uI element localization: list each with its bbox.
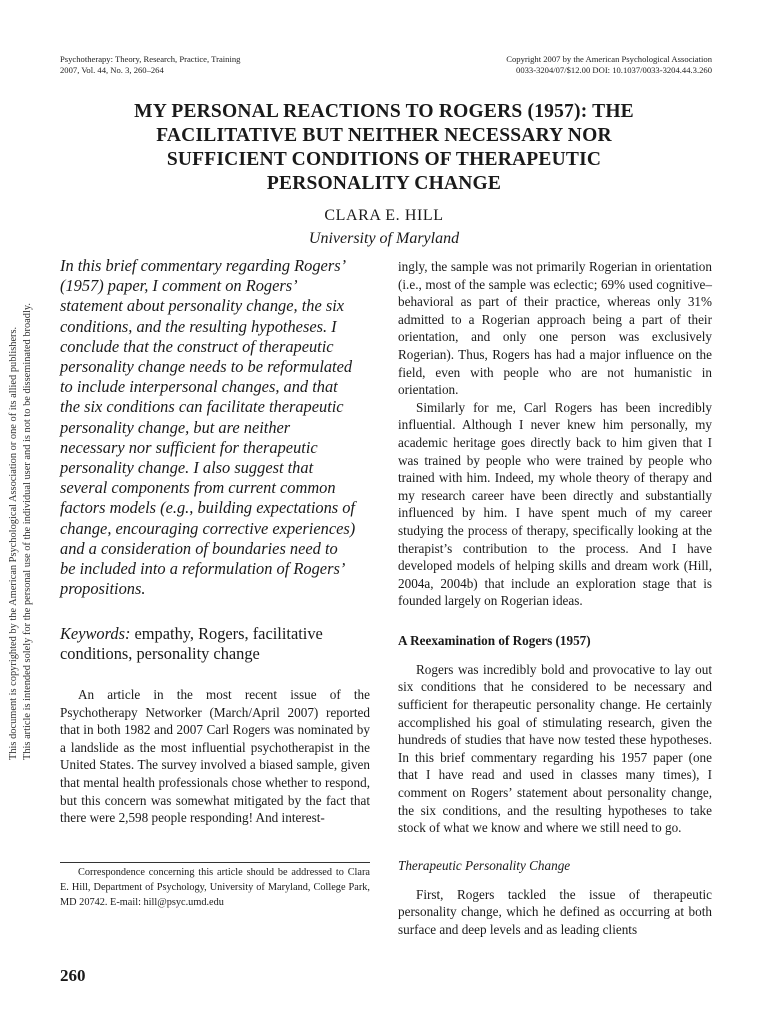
- body-paragraph: Rogers was incredibly bold and provocative to lay out six conditions that he considered to be necessary and sufficient for therapeutic personality change. He certainly accomplished his goal of stimulating research, given the hundreds of studies that have now tested these hypotheses. In this brief commentary regarding his 1957 paper (one that I have read and used in classes many times), I comment on Rogers’ statement about personality change, the six conditions, and the resulting hypotheses to take stock of what we know and where we still need to go.: [398, 661, 712, 836]
- footnote-rule: [60, 862, 370, 863]
- usage-side-notice: This article is intended solely for the personal use of the individual user and is not to be disseminated broadly.: [22, 303, 33, 760]
- abstract: In this brief commentary regarding Rogers’ (1957) paper, I comment on Rogers’ statement about personality change, the six conditions, and the resulting hypotheses. I conclude that the construct of therapeutic personality change needs to be reformulated to include interpersonal changes, and that the six conditions can facilitate therapeutic personality change, but are neither necessary nor sufficient for therapeutic personality change. I also suggest that several components from current common factors models (e.g., building expectations of change, encouraging corrective experiences) and a consideration of boundaries need to be included into a reformulation of Rogers’ propositions.: [60, 256, 356, 599]
- keywords-text: empathy, Rogers, facilitative conditions, personality change: [60, 624, 323, 664]
- copyright-line: Copyright 2007 by the American Psychological Association: [506, 54, 712, 64]
- intro-paragraph: An article in the most recent issue of the Psychotherapy Networker (March/April 2007) reported that in both 1982 and 2007 Carl Rogers was nominated by a landslide as the most influential psychotherapist in the United States. The survey involved a biased sample, given that mental health professionals chose whether to respond, but this concern was somewhat mitigated by the fact that there were 2,598 people responding! And interest-: [60, 687, 370, 826]
- keywords: [60, 624, 360, 664]
- subsection-heading: Therapeutic Personality Change: [398, 857, 571, 873]
- journal-volume: 2007, Vol. 44, No. 3, 260–264: [60, 65, 164, 75]
- section-heading: A Reexamination of Rogers (1957): [398, 632, 591, 648]
- author-affiliation: University of Maryland: [308, 230, 460, 247]
- keywords-label: Keywords:: [60, 624, 131, 643]
- left-column-body: [60, 686, 370, 827]
- journal-header: [60, 54, 240, 76]
- title-line: FACILITATIVE BUT NEITHER NECESSARY NOR: [156, 125, 612, 146]
- doi-line: 0033-3204/07/$12.00 DOI: 10.1037/0033-3204.44.3.260: [516, 65, 712, 75]
- title-line: MY PERSONAL REACTIONS TO ROGERS (1957): THE: [134, 101, 634, 122]
- right-column: [398, 258, 712, 939]
- body-paragraph: ingly, the sample was not primarily Rogerian in orientation (i.e., most of the sample was eclectic; 69% used cognitive–behavioral as part of their practice, whereas only 31% admitted to a Rogerian approach being a part of their orientation, and only one person was exclusively Rogerian). Thus, Rogers has had a major influence on the field, even with people who are not humanistic in orientation.: [398, 259, 712, 398]
- title-line: PERSONALITY CHANGE: [266, 173, 502, 194]
- copyright-side-notice: This document is copyrighted by the American Psychological Association or one of its allied publishers.: [8, 326, 19, 760]
- journal-name: Psychotherapy: Theory, Research, Practice, Training: [60, 54, 241, 64]
- article-title: [0, 100, 768, 196]
- body-paragraph: Similarly for me, Carl Rogers has been incredibly influential. Although I never knew him personally, my academic heritage goes directly back to him given that I was trained by people who were trained by people who trained with him. Indeed, my whole theory of therapy and my research career have been directly and substantially influenced by him. I have spent much of my career studying the process of therapy, specifically looking at the therapist’s contribution to the process. And I have developed models of helping skills and dream work (Hill, 2004a, 2004b) that include an exploration stage that is founded largely on Rogerian ideas.: [398, 399, 712, 609]
- correspondence-footnote: Correspondence concerning this article should be addressed to Clara E. Hill, Department of Psychology, University of Maryland, College Park, MD 20742. E-mail: hill@psyc.umd.edu: [60, 867, 370, 908]
- copyright-header: [506, 54, 712, 76]
- body-paragraph: First, Rogers tackled the issue of therapeutic personality change, which he defined as occurring at both surface and deep levels and as leading clients: [398, 886, 712, 937]
- author-name: CLARA E. HILL: [324, 207, 444, 224]
- title-line: SUFFICIENT CONDITIONS OF THERAPEUTIC: [166, 149, 602, 170]
- page-number: 260: [60, 966, 86, 985]
